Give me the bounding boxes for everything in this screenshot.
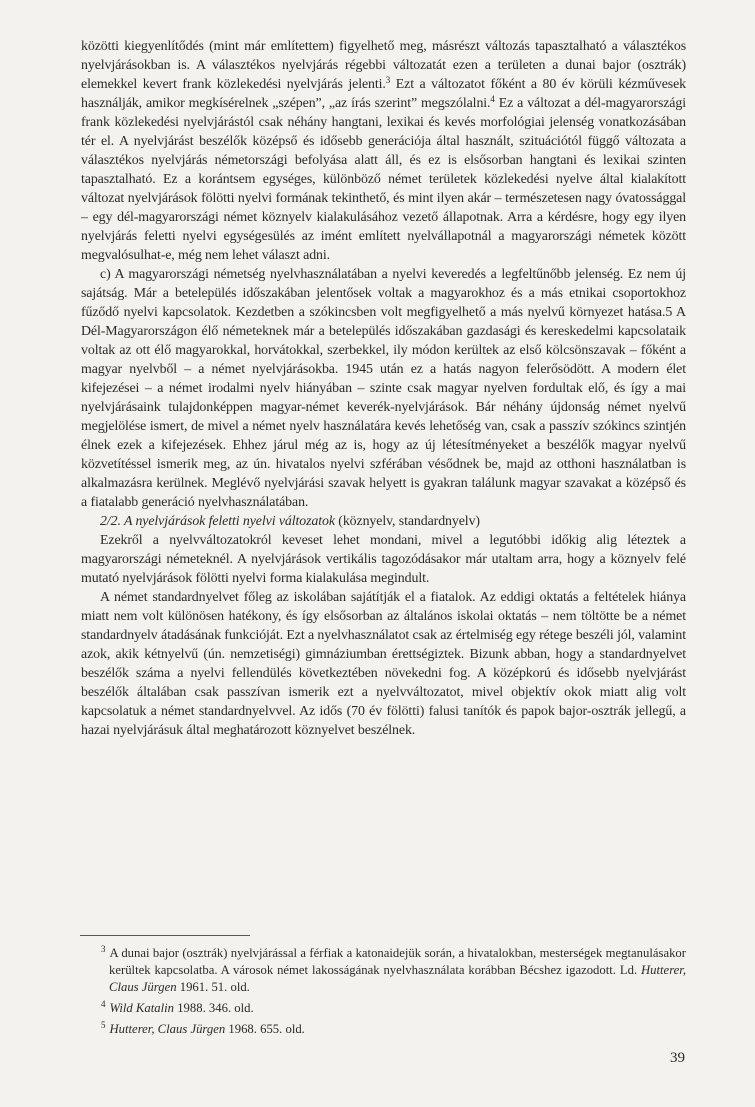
paragraph-3: Ezekről a nyelvváltozatokról keveset lehet mondani, mivel a legutóbbi időkig alig léteztek a magyarországi németeknél. A nyelvjárások vertikális tagozódásakor már utaltam arra, hogy a köznyelv felé mutató nyelvjárások fölötti nyelvi forma kialakulása megindult. [81,533,686,586]
footnote-divider [80,935,250,936]
footnote-ref-3[interactable]: 3 [385,75,391,85]
paragraph-2: c) A magyarországi németség nyelvhasználatában a nyelvi keveredés a legfeltűnőbb jelenség. Ez nem új sajátság. Már a betelepülés időszakában jelentősek voltak a magyarokhoz és a más etnikai csoportokhoz fűződő nyelvi kapcsolatok. Kezdetben a szókincsben volt megfigyelhető a más nyelvű környezet hatása.5 A Dél-Magyarországon élő németeknek már a betelepülés időszakában gazdasági és kereskedelmi kapcsolataik voltak az ott élő magyarokkal, horvátokkal, szerbekkel, ily módon kerültek az első kölcsönszavak – főként a magyar nyelvből – a német nyelvjárásokba. 1945 után ez a hatás nagyon felerősödött. A modern élet kifejezései – a német irodalmi nyelv hiányában – szinte csak magyar nyelven fordultak elő, és így a mai nyelvjárásaink tulajdonképpen magyar-német keverék-nyelvjárások. Bár néhány újdonság német nyelvű megjelölése ismert, de mivel a német nyelv használatára kevés lehetőség van, csak a passzív szókincs szintjén élnek ezek a kifejezések. Ehhez járul még az is, hogy az új létesítményeket a beszélők magyar nyelvű közvetítéssel ismerik meg, az ún. hivatalos nyelvi szférában vésődnek be, majd az otthoni használatban is alkalmazásra kerülnek. Meglévő nyelvjárási szavak helyett is gyakran találunk magyar szavakat a középső és a fiatalabb generáció nyelvhasználatában. [81,267,686,510]
footnote-4: $^4$ Wild Katalin 1988. 346. old. [101,999,254,1015]
paragraph-4: A német standardnyelvet főleg az iskolában sajátítják el a fiatalok. Az eddigi oktatás a feltételek hiánya miatt nem volt különösen hatékony, és így elsősorban az általános iskolai oktatás – nem töltötte be a német standardnyelv átadásának funkcióját. Ezt a nyelvhasználatot csak az értelmiség egy rétege beszéli jól, valamint azok, akik kétnyelvű (ún. nemzetiségi) gimnáziumban érettségiztek. Bizunk abban, hogy a standardnyelvet beszélők száma a nyelvi fellendülés következtében növekedni fog. A középkorú és idősebb nyelvjárást beszélők általában csak passzívan ismerik ezt a nyelvváltozatot, mivel objektív okok miatt alig volt kapcsolatuk a német standardnyelvvel. Az idős (70 év fölötti) falusi tanítók és papok bajor-osztrák jellegű, a hazai nyelvjárásuk által meghatározott köznyelvet beszélnek. [81,590,686,738]
footnote-5: $^5$ Hutterer, Claus Jürgen 1968. 655. old. [101,1020,305,1036]
footnote-3: $^3$ A dunai bajor (osztrák) nyelvjárással a férfiak a katonaidejük során, a hivatalokban, mesterségek megtanulásakor kerültek kapcsolatba. A városok német lakosságának nyelvhasználata korábban Bécshez igazodott. Ld. Hutterer, Claus Jürgen 1961. 51. old. [101,944,686,994]
section-heading: 2/2. A nyelvjárások feletti nyelvi változatok (köznyelv, standardnyelv) [100,514,480,529]
main-text [81,37,686,740]
paragraph-1: közötti kiegyenlítődés (mint már említettem) figyelhető meg, másrészt változás tapasztalható a választékos nyelvjárásokban is. A választékos nyelvjárás régebbi változatát ezen a területen a dunai bajor (osztrák) elemekkel kevert frank közlekedési nyelvjárás jelenti.$^3$ Ezt a változatot főként a 80 év körüli kézművesek használják, amikor megkísérelnek „szépen”, „az írás szerint” megszólalni.$^4$ Ez a változat a dél-magyarországi frank közlekedési nyelvjárástól csak néhány hangtani, lexikai és kevés morfológiai jelenség vonatkozásában tér el. A nyelvjárást beszélők középső és idősebb generációja által használt, szituációtól függő változata a választékos nyelvjárás németországi befolyása alatt áll, és ez is elsősorban hangtani és lexikai szinten tapasztalható. Ez a korántsem egységes, különböző német területek közlekedési nyelve által kialakított változat nyelvjárások fölötti nyelvi formának tekinthető, és mint ilyen akár – természetesen nagy óvatossággal – egy dél-magyarországi német köznyelv kialakulásához vezető állapotnak. Arra a kérdésre, hogy egy ilyen nyelvjárás feletti nyelvi egységesülés az imént említett nyelvállapotnál a magyarországi németek között megvalósulhat-e, még nem lehet választ adni. [81,39,687,263]
footnotes [81,941,686,1038]
footnote-ref-4[interactable]: 4 [490,94,495,104]
section-title: 2/2. A nyelvjárások feletti nyelvi változatok [100,514,335,529]
page-number: 39 [670,1050,685,1066]
